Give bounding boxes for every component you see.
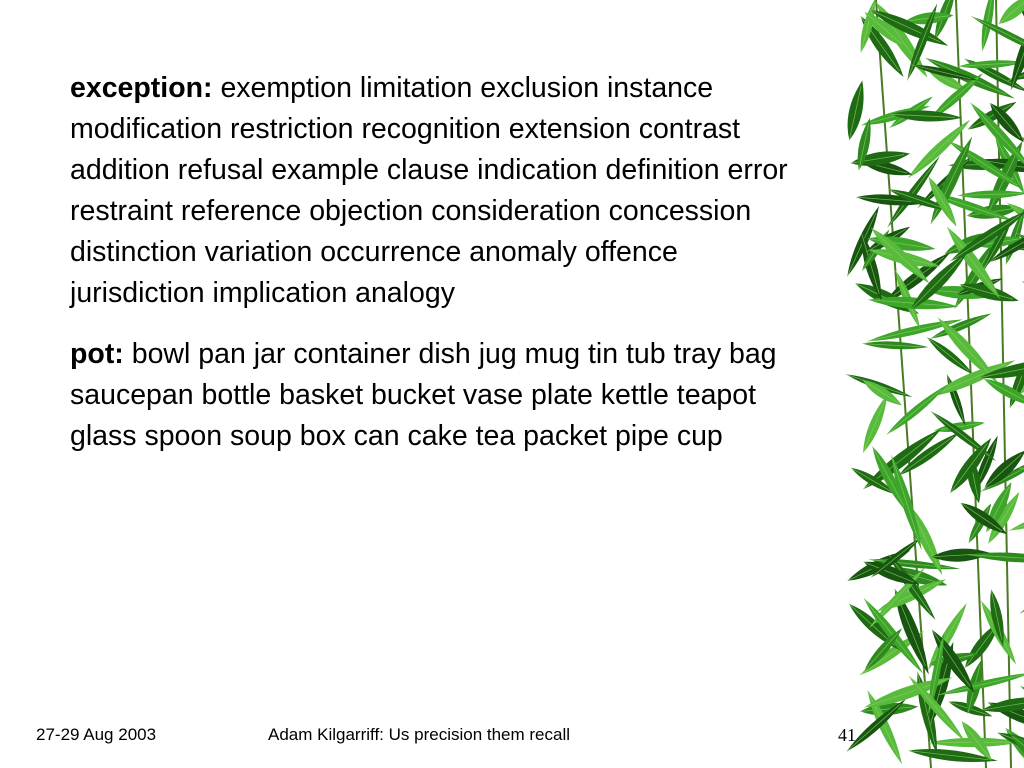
footer-title: Adam Kilgarriff: Us precision them recall <box>268 725 571 744</box>
word-list-entry-exception <box>70 68 810 314</box>
bamboo-leaf <box>958 189 1024 199</box>
entry-term: exception: <box>70 72 213 104</box>
entry-term: pot: <box>70 338 124 370</box>
bamboo-leaf <box>858 393 891 455</box>
word-list-entry-pot <box>70 334 810 457</box>
entry-words: exemption limitation exclusion instance modification restriction recognition extension contrast addition refusal example clause indication definition error restraint reference objection consideration concession distinction variation occurrence anomaly offence jurisdiction implication analogy <box>70 72 788 309</box>
footer-date: 27-29 Aug 2003 <box>36 725 157 744</box>
bamboo-leaf <box>862 340 928 351</box>
bamboo-leaves-decoration <box>836 0 1024 768</box>
bamboo-leaf <box>1018 559 1024 617</box>
slide-body <box>70 68 810 477</box>
entry-words: bowl pan jar container dish jug mug tin tub tray bag saucepan bottle basket bucket vase plate kettle teapot glass spoon soup box can cake tea packet pipe cup <box>70 338 777 452</box>
slide-number: 41 <box>838 725 856 745</box>
bamboo-leaf <box>995 0 1024 29</box>
